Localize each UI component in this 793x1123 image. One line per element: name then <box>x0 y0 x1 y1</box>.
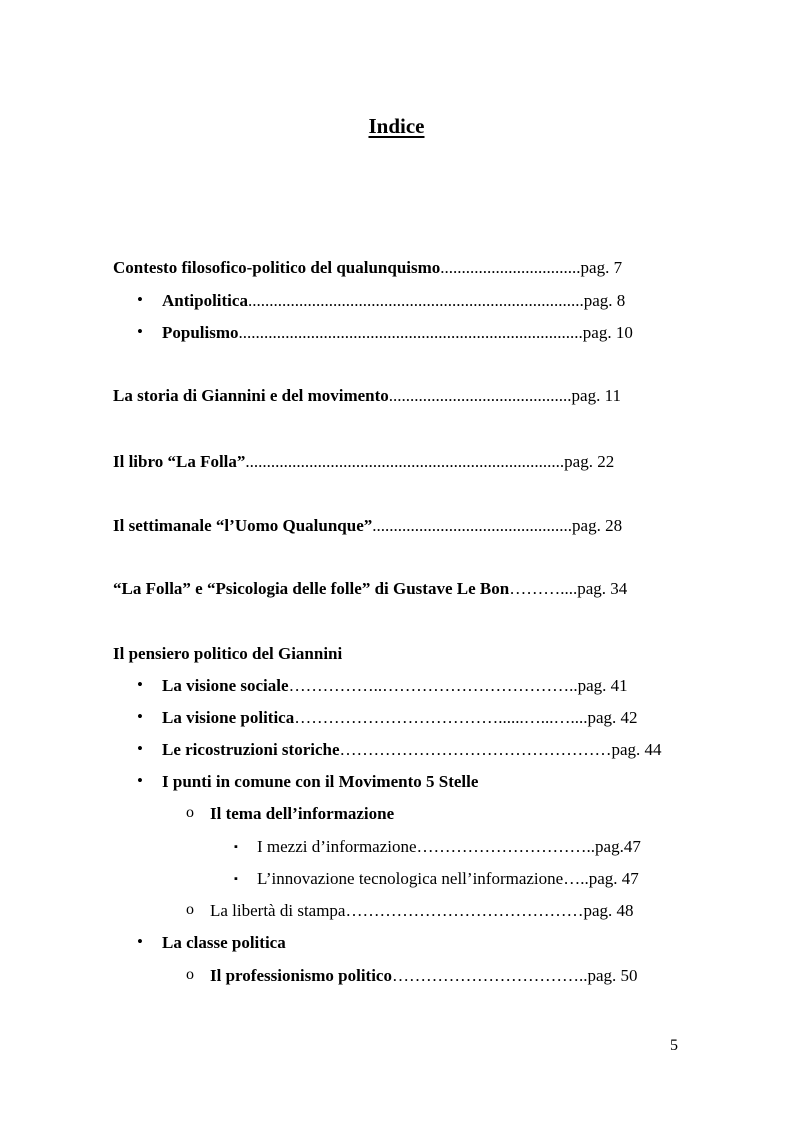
toc-page: pag. 28 <box>572 516 623 535</box>
toc-entry <box>162 707 638 729</box>
page-number: 5 <box>670 1037 678 1054</box>
toc-dots: ................................. <box>440 258 581 277</box>
toc-label: I punti in comune con il Movimento 5 Stelle <box>162 772 479 791</box>
toc-label: Il tema dell’informazione <box>210 804 395 823</box>
bullet-icon: • <box>137 322 143 341</box>
toc-page: pag. 42 <box>587 708 638 727</box>
toc-entry <box>113 451 614 473</box>
toc-label: Il pensiero politico del Giannini <box>113 644 343 663</box>
toc-dots: ……….... <box>509 579 578 598</box>
toc-entry <box>162 290 625 312</box>
square-bullet-icon: ▪ <box>234 841 238 853</box>
toc-label: La visione politica <box>162 708 295 727</box>
toc-entry <box>162 771 478 793</box>
toc-label: La libertà di stampa <box>210 901 346 920</box>
toc-section-heading <box>113 643 342 665</box>
toc-entry <box>162 932 286 954</box>
toc-dots: ………………………….. <box>416 837 596 856</box>
toc-page: pag. 11 <box>571 386 621 405</box>
toc-page: pag. 48 <box>583 901 634 920</box>
toc-dots: ............................................... <box>372 516 573 535</box>
toc-label: L’innovazione tecnologica nell’informazione <box>257 869 564 888</box>
toc-label: Contesto filosofico-politico del qualunquismo <box>113 258 441 277</box>
toc-dots: ........................................................................... <box>245 452 565 471</box>
toc-label: “La Folla” e “Psicologia delle folle” di Gustave Le Bon <box>113 579 510 598</box>
circle-bullet-icon: o <box>186 804 194 821</box>
toc-page: pag. 47 <box>588 869 639 888</box>
toc-dots: ….. <box>563 869 589 888</box>
toc-label: Antipolitica <box>162 291 248 310</box>
toc-label: La storia di Giannini e del movimento <box>113 386 389 405</box>
toc-entry <box>162 322 633 344</box>
toc-label: La visione sociale <box>162 676 289 695</box>
toc-page: pag. 41 <box>577 676 628 695</box>
toc-label: La classe politica <box>162 933 286 952</box>
toc-entry <box>257 836 641 858</box>
toc-dots: ………………………………………… <box>339 740 612 759</box>
toc-entry <box>113 515 622 537</box>
toc-page: pag. 10 <box>582 323 633 342</box>
bullet-icon: • <box>137 675 143 694</box>
toc-dots: …………………………….. <box>391 966 588 985</box>
toc-label: Il settimanale “l’Uomo Qualunque” <box>113 516 373 535</box>
toc-dots: …………………………………… <box>345 901 584 920</box>
toc-label: Il professionismo politico <box>210 966 392 985</box>
bullet-icon: • <box>137 290 143 309</box>
toc-page: pag. 34 <box>577 579 628 598</box>
toc-label: I mezzi d’informazione <box>257 837 417 856</box>
toc-entry <box>113 578 627 600</box>
bullet-icon: • <box>137 707 143 726</box>
toc-label: Il libro “La Folla” <box>113 452 246 471</box>
toc-entry <box>257 868 639 890</box>
bullet-icon: • <box>137 771 143 790</box>
toc-page: pag.47 <box>595 837 641 856</box>
toc-label: Populismo <box>162 323 239 342</box>
toc-entry <box>210 900 634 922</box>
toc-page: pag. 8 <box>583 291 626 310</box>
toc-dots: ........................................... <box>388 386 572 405</box>
toc-dots: ……………..…………………………….. <box>288 676 578 695</box>
toc-entry <box>210 965 638 987</box>
bullet-icon: • <box>137 739 143 758</box>
toc-dots: ............................................................................... <box>247 291 584 310</box>
toc-page: pag. 50 <box>587 966 638 985</box>
toc-page: pag. 22 <box>564 452 615 471</box>
toc-entry <box>113 257 622 279</box>
circle-bullet-icon: o <box>186 966 194 983</box>
toc-dots: ................................................................................. <box>238 323 583 342</box>
toc-label: Le ricostruzioni storiche <box>162 740 340 759</box>
page-title: Indice <box>368 114 425 138</box>
toc-entry <box>162 675 628 697</box>
toc-entry <box>113 385 621 407</box>
toc-dots: ………………………………......…...….... <box>294 708 588 727</box>
toc-page: pag. 44 <box>611 740 662 759</box>
bullet-icon: • <box>137 932 143 951</box>
square-bullet-icon: ▪ <box>234 873 238 885</box>
toc-page: pag. 7 <box>580 258 623 277</box>
toc-entry <box>162 739 662 761</box>
toc-entry <box>210 803 394 825</box>
circle-bullet-icon: o <box>186 901 194 918</box>
